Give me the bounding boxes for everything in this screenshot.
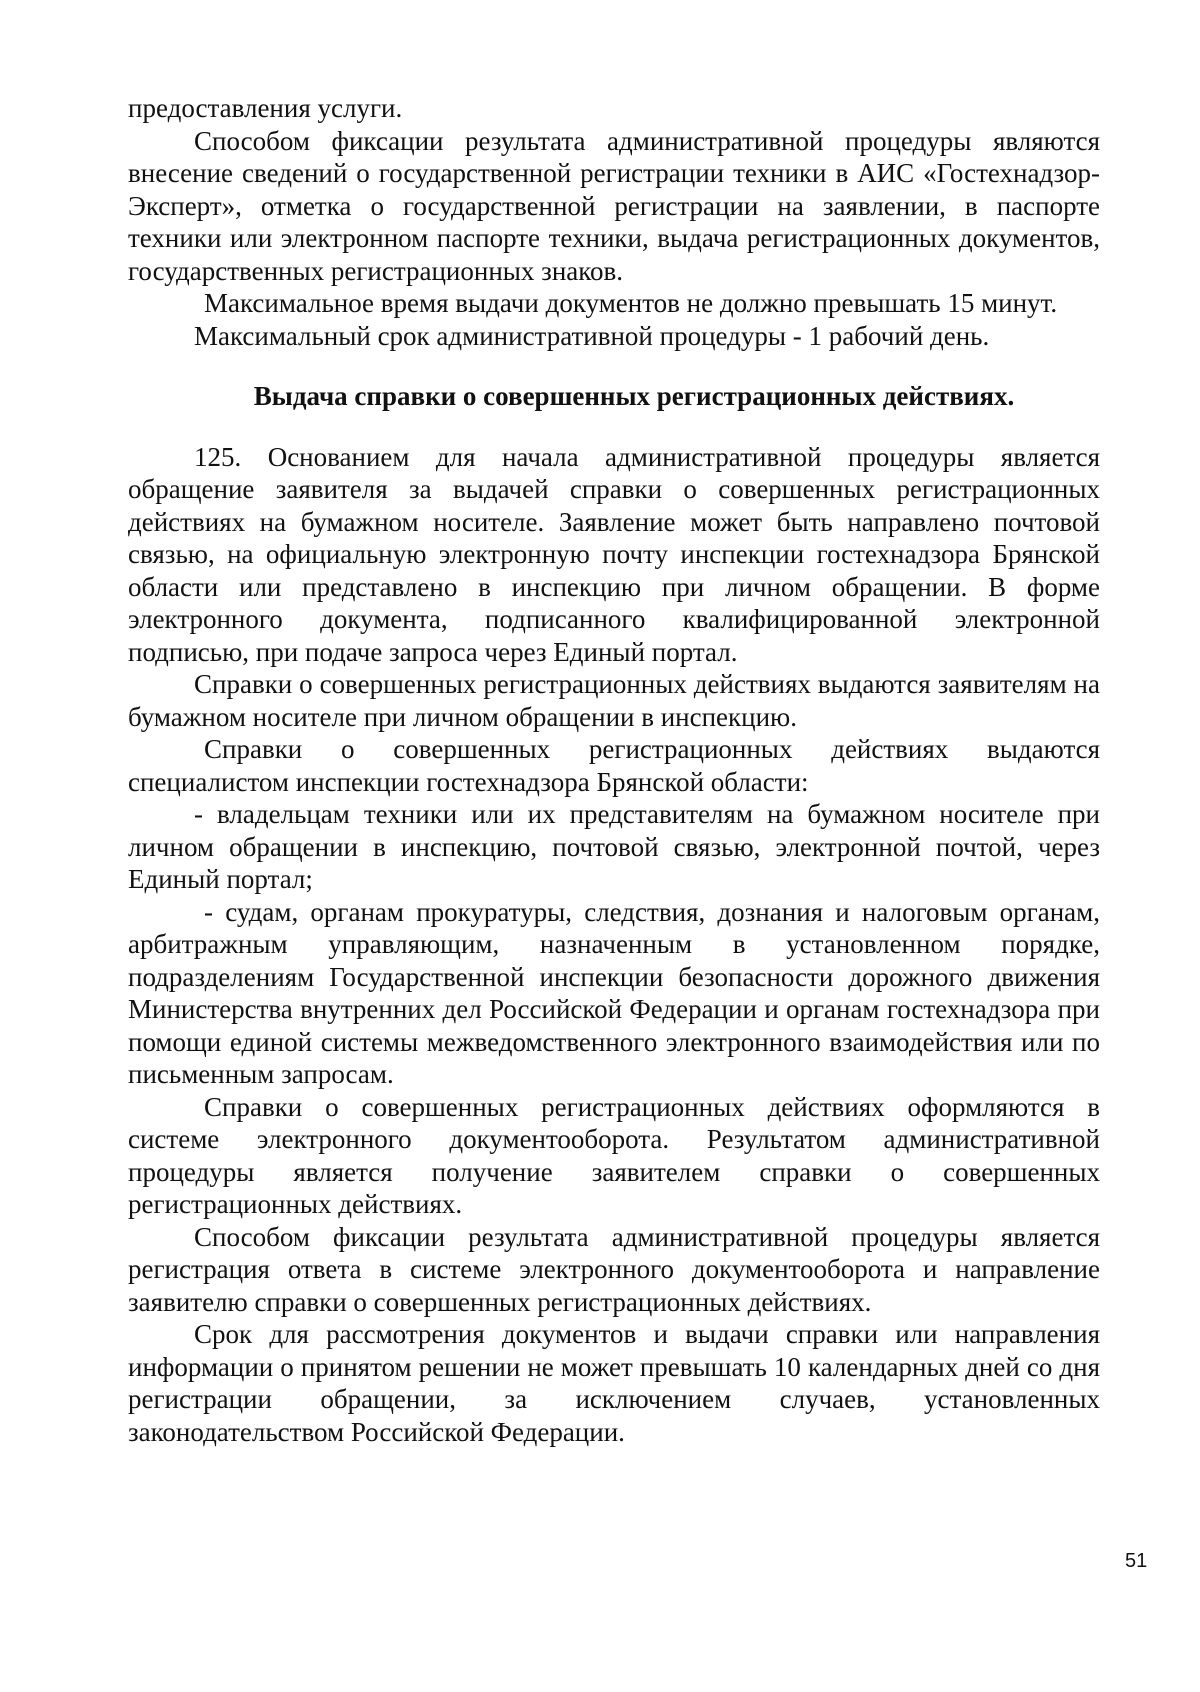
document-body <box>128 92 1100 1448</box>
list-item-owners: - владельцам техники или их представителям на бумажном носителе при личном обращении в инспекцию, почтовой связью, электронной почтой, через Единый портал; <box>128 799 1100 894</box>
paragraph-fixation-method-edms: Способом фиксации результата административной процедуры является регистрация ответа в системе электронного документооборота и направление заявителю справки о совершенных регистрационных действиях. <box>128 1221 1100 1317</box>
paragraph-fixation-method: Способом фиксации результата административной процедуры являются внесение сведений о государственной регистрации техники в АИС «Гостехнадзор- Эксперт», отметка о государственной регистрации на заявлении, в паспорте техники или электронном паспорте техники, выдача регистрационных документов, государственных регистрационных знаков. <box>128 125 1100 286</box>
paragraph-edms-registration: Справки о совершенных регистрационных действиях оформляются в системе электронного документооборота. Результатом административной процедуры является получение заявителем справки о совершенных регистрационных действиях. <box>128 1091 1100 1219</box>
section-heading: Выдача справки о совершенных регистрационных действиях. <box>253 381 1015 411</box>
paragraph-certificates-issued-applicants: Справки о совершенных регистрационных действиях выдаются заявителям на бумажном носителе при личном обращении в инспекцию. <box>128 669 1100 732</box>
page-number: 51 <box>1125 1550 1148 1572</box>
list-item-courts: - судам, органам прокуратуры, следствия, дознания и налоговым органам, арбитражным управляющим, назначенным в установленном порядке, подразделениям Государственной инспекции безопасности дорожного движения Министерства внутренних дел Российской Федерации и органам гостехнадзора при помощи единой системы межведомственного электронного взаимодействия или по письменным запросам. <box>128 896 1100 1089</box>
paragraph-certificates-issued-specialist: Справки о совершенных регистрационных действиях выдаются специалистом инспекции гостехнадзора Брянской области: <box>128 734 1100 797</box>
paragraph-125-basis: 125. Основанием для начала административной процедуры является обращение заявителя за выдачей справки о совершенных регистрационных действиях на бумажном носителе. Заявление может быть направлено почтовой связью, на официальную электронную почту инспекции гостехнадзора Брянской области или представлено в инспекцию при личном обращении. В форме электронного документа, подписанного квалифицированной электронной подписью, при подаче запроса через Единый портал. <box>128 441 1100 667</box>
paragraph-review-term: Срок для рассмотрения документов и выдачи справки или направления информации о принятом решении не может превышать 10 календарных дней со дня регистрации обращении, за исключением случаев, установленных законодательством Российской Федерации. <box>128 1319 1100 1447</box>
paragraph-continuation: предоставления услуги. <box>128 93 403 123</box>
paragraph-max-procedure-term: Максимальный срок административной процедуры - 1 рабочий день. <box>194 320 990 351</box>
paragraph-max-issue-time: Максимальное время выдачи документов не должно превышать 15 минут. <box>204 288 1058 318</box>
